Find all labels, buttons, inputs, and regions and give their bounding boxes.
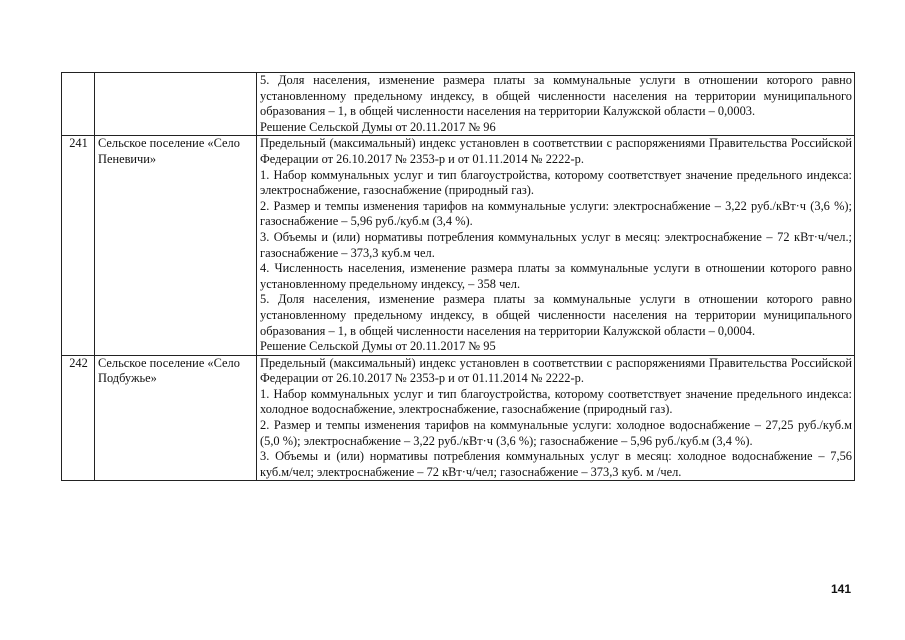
description-paragraph: 1. Набор коммунальных услуг и тип благоустройства, которому соответствует значение предельного индекса: холодное водоснабжение, электроснабжение, газоснабжение (природный газ).	[260, 386, 852, 417]
municipality-name	[95, 73, 257, 136]
description-paragraph: 5. Доля населения, изменение размера платы за коммунальные услуги в отношении которого равно установленному предельному индексу, в общей численности населения на территории муниципального образования – 1, в общей численности населения на территории Калужской области – 0,0003.	[260, 73, 852, 119]
municipality-name: Сельское поселение «Село Подбужье»	[95, 355, 257, 481]
row-number	[62, 73, 95, 136]
decision-reference: Решение Сельской Думы от 20.11.2017 № 95	[260, 339, 496, 354]
index-description	[257, 355, 855, 481]
description-paragraph: Предельный (максимальный) индекс установлен в соответствии с распоряжениями Правительства Российской Федерации от 26.10.2017 № 2353-р и от 01.11.2014 № 2222-р.	[260, 355, 852, 386]
table-row	[62, 136, 855, 355]
page-number: 141	[830, 582, 851, 596]
table-row	[62, 355, 855, 481]
row-number: 242	[62, 355, 95, 481]
municipality-name: Сельское поселение «Село Пеневичи»	[95, 136, 257, 355]
description-paragraph: 2. Размер и темпы изменения тарифов на коммунальные услуги: холодное водоснабжение – 27,25 руб./куб.м (5,0 %); электроснабжение – 3,22 руб./кВт·ч (3,6 %); газоснабжение – 5,96 руб./куб.м (3,4 %).	[260, 418, 852, 448]
index-description	[257, 73, 855, 136]
table-body	[62, 73, 855, 481]
index-description	[257, 136, 855, 355]
description-paragraph: 4. Численность населения, изменение размера платы за коммунальные услуги в отношении которого равно установленному предельному индексу, – 358 чел.	[260, 261, 852, 291]
description-paragraph: Предельный (максимальный) индекс установлен в соответствии с распоряжениями Правительства Российской Федерации от 26.10.2017 № 2353-р и от 01.11.2014 № 2222-р.	[260, 136, 852, 166]
description-paragraph: 1. Набор коммунальных услуг и тип благоустройства, которому соответствует значение предельного индекса: электроснабжение, газоснабжение (природный газ).	[260, 167, 852, 198]
table-row	[62, 73, 855, 136]
description-paragraph: 3. Объемы и (или) нормативы потребления коммунальных услуг в месяц: холодное водоснабжение – 7,56 куб.м/чел; электроснабжение – 72 кВт·ч/чел; газоснабжение – 373,3 куб. м /чел.	[260, 449, 852, 479]
row-number: 241	[62, 136, 95, 355]
municipal-index-table	[61, 72, 855, 481]
description-paragraph: 5. Доля населения, изменение размера платы за коммунальные услуги в отношении которого равно установленному предельному индексу, в общей численности населения на территории муниципального образования – 1, в общей численности населения на территории Калужской области – 0,0004.	[260, 292, 852, 338]
description-paragraph: 3. Объемы и (или) нормативы потребления коммунальных услуг в месяц: электроснабжение – 72 кВт·ч/чел.; газоснабжение – 373,3 куб.м чел.	[260, 229, 852, 260]
decision-reference: Решение Сельской Думы от 20.11.2017 № 96	[260, 119, 496, 134]
description-paragraph: 2. Размер и темпы изменения тарифов на коммунальные услуги: электроснабжение – 3,22 руб./кВт·ч (3,6 %); газоснабжение – 5,96 руб./куб.м (3,4 %).	[260, 198, 852, 229]
